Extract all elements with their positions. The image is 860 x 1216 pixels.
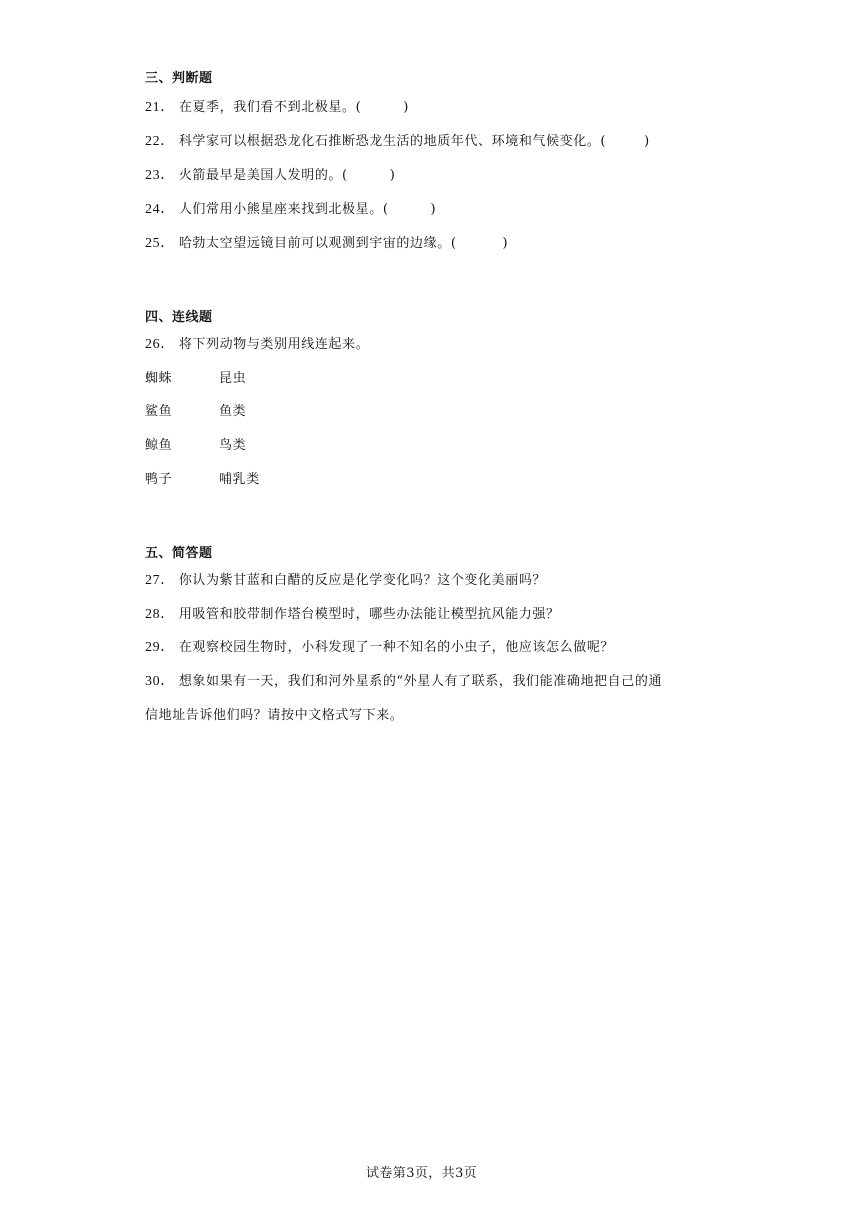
question-number: 29． xyxy=(145,640,175,655)
section-heading-matching: 四、连线题 xyxy=(145,310,213,325)
match-item-left[interactable]: 鲸鱼 xyxy=(145,438,173,453)
match-item-left[interactable]: 蜘蛛 xyxy=(145,371,173,386)
section-heading-short-answer: 五、简答题 xyxy=(145,546,213,561)
blank-close: ) xyxy=(389,168,396,183)
question-30 xyxy=(145,670,662,690)
question-text: 人们常用小熊星座来找到北极星。( xyxy=(178,202,389,217)
section-heading-judgment: 三、判断题 xyxy=(145,71,213,86)
question-21 xyxy=(145,96,409,116)
blank-close: ) xyxy=(644,134,650,149)
question-22 xyxy=(145,130,650,150)
question-26 xyxy=(145,333,369,353)
question-text: 哈勃太空望远镜目前可以观测到宇宙的边缘。( xyxy=(178,236,457,251)
question-23 xyxy=(145,164,395,184)
question-text: 火箭最早是美国人发明的。( xyxy=(178,168,348,183)
match-item-right[interactable]: 哺乳类 xyxy=(219,472,260,487)
question-text: 将下列动物与类别用线连起来。 xyxy=(178,337,370,352)
question-number: 23． xyxy=(145,168,175,183)
match-item-right[interactable]: 鸟类 xyxy=(219,438,247,453)
question-text: 想象如果有一天，我们和河外星系的“外星人有了联系，我们能准确地把自己的通 xyxy=(178,674,663,689)
question-number: 24． xyxy=(145,202,175,217)
question-number: 27． xyxy=(145,573,175,588)
question-text: 在夏季，我们看不到北极星。( xyxy=(178,100,362,115)
question-number: 21． xyxy=(145,100,175,115)
match-item-left[interactable]: 鲨鱼 xyxy=(145,404,173,419)
blank-close: ) xyxy=(502,236,509,251)
question-text: 在观察校园生物时，小科发现了一种不知名的小虫子，他应该怎么做呢？ xyxy=(178,640,615,655)
question-text: 科学家可以根据恐龙化石推断恐龙生活的地质年代、环境和气候变化。( xyxy=(178,134,607,149)
question-number: 22． xyxy=(145,134,175,149)
question-27 xyxy=(145,569,546,589)
match-item-right[interactable]: 昆虫 xyxy=(219,371,247,386)
match-item-left[interactable]: 鸭子 xyxy=(145,472,173,487)
question-text: 用吸管和胶带制作塔台模型时，哪些办法能让模型抗风能力强？ xyxy=(178,607,560,622)
page-footer: 试卷第3页，共3页 xyxy=(366,1166,478,1181)
blank-close: ) xyxy=(403,100,409,115)
question-29 xyxy=(145,636,614,656)
blank-close: ) xyxy=(430,202,437,217)
question-number: 28． xyxy=(145,607,175,622)
question-30-continuation: 信地址告诉他们吗？请按中文格式写下来。 xyxy=(145,708,404,723)
question-text: 你认为紫甘蓝和白醋的反应是化学变化吗？这个变化美丽吗？ xyxy=(178,573,547,588)
match-item-right[interactable]: 鱼类 xyxy=(219,404,247,419)
question-number: 26． xyxy=(145,337,175,352)
question-24 xyxy=(145,198,436,218)
question-28 xyxy=(145,603,560,623)
question-number: 25． xyxy=(145,236,175,251)
question-number: 30． xyxy=(145,674,175,689)
question-25 xyxy=(145,232,508,252)
